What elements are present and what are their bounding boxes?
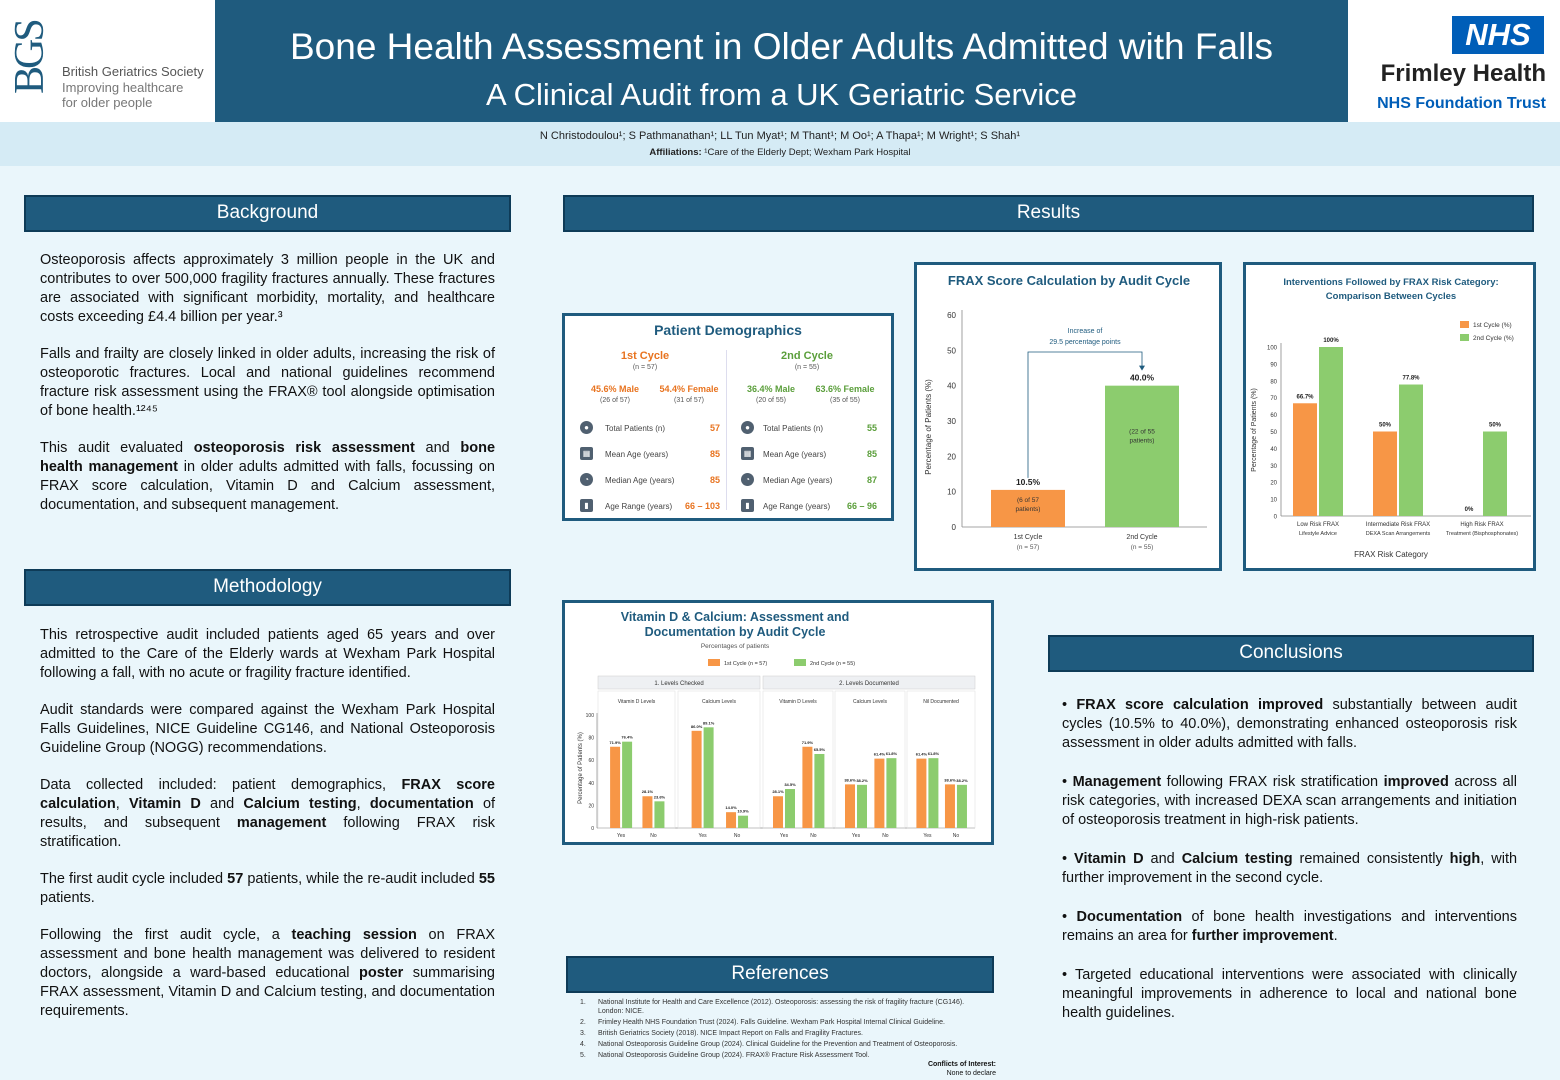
vitd-bar [957, 785, 967, 828]
interventions-bar [1399, 385, 1423, 516]
cycle1-male: 45.6% Male [590, 384, 640, 394]
vitd-legend-swatch [794, 659, 806, 666]
vitd-x-tick-label: No [810, 833, 817, 839]
frax-y-tick-label: 20 [947, 452, 956, 462]
vitd-bar [642, 796, 652, 828]
frax-y-tick-label: 10 [947, 487, 956, 497]
dem-row-value-c1: 66 – 103 [684, 501, 720, 511]
vitd-bar [928, 758, 938, 828]
vitd-bar [726, 812, 736, 828]
interventions-y-tick-label: 90 [1270, 362, 1277, 369]
interventions-bar [1293, 403, 1317, 516]
pie-chart-icon: ◔ [580, 473, 593, 486]
interventions-chart-title-2: Comparison Between Cycles [1325, 291, 1457, 302]
frax-y-axis-label: Percentage of Patients (%) [924, 379, 933, 475]
vitd-bar [622, 742, 632, 828]
vitd-chart-subtitle: Percentages of patients [700, 643, 770, 650]
vitd-y-tick-label: 40 [588, 780, 594, 787]
cycle1-n: (n = 57) [632, 364, 658, 371]
frax-y-tick-label: 50 [947, 346, 956, 356]
vitd-bar [802, 747, 812, 828]
vitd-bar-data-label: 61.8% [927, 751, 940, 757]
dem-row-label-c2: Mean Age (years) [763, 450, 827, 459]
vitd-panel-title: Nil Documented [923, 699, 959, 705]
cycle1-title: 1st Cycle [620, 350, 670, 362]
vitd-panel-title: Calcium Levels [853, 699, 887, 705]
vitd-x-tick-label: Yes [617, 833, 626, 839]
vitd-y-axis-label: Percentage of Patients (%) [578, 732, 584, 804]
frax-chart [917, 265, 1219, 568]
dem-row-label-c1: Age Range (years) [605, 502, 673, 511]
affiliations-text: ¹Care of the Elderly Dept; Wexham Park Hospital [704, 147, 911, 158]
vitd-x-tick-label: Yes [698, 833, 707, 839]
calendar-icon: ▦ [741, 447, 754, 460]
cycle2-male: 36.4% Male [746, 384, 796, 394]
vitd-bar-data-label: 86.0% [690, 723, 703, 729]
references-heading: References [566, 956, 994, 993]
frax-bar-inner-label: patients) [1129, 437, 1155, 445]
cycle1-female-sub: (31 of 57) [674, 397, 704, 404]
vitd-bar [773, 796, 783, 828]
bgs-logo-mark: BGS [7, 21, 53, 95]
nhs-trust-type: NHS Foundation Trust [1377, 95, 1546, 112]
frax-x-tick-sublabel: (n = 57) [1016, 544, 1040, 551]
conclusion-1: • FRAX score calculation improved substantially between audit cycles (10.5% to 40.0%), demonstrating enhanced osteoporosis risk assessment in older adults admitted with falls. [1062, 697, 1517, 751]
bar-chart-icon: ▮ [580, 499, 593, 512]
interventions-bar-data-label: 0% [1464, 507, 1474, 513]
interventions-bar-data-label: 50% [1488, 422, 1502, 429]
interventions-y-tick-label: 60 [1270, 413, 1277, 420]
interventions-bar-data-label: 77.8% [1402, 375, 1420, 382]
cycle2-n: (n = 55) [794, 364, 820, 371]
vitd-panel-title: Vitamin D Levels [617, 699, 656, 705]
vitd-y-tick-label: 60 [588, 758, 594, 765]
interventions-y-tick-label: 50 [1270, 430, 1277, 436]
bgs-tagline-1: Improving healthcare [62, 80, 184, 95]
vitd-y-tick-label: 20 [588, 803, 594, 810]
vitd-bar [945, 784, 955, 828]
frax-y-tick-label: 30 [947, 417, 956, 426]
interventions-y-tick-label: 40 [1270, 446, 1277, 453]
interventions-y-tick-label: 80 [1270, 379, 1277, 386]
interventions-y-tick-label: 100 [1266, 345, 1277, 352]
background-para-2: Falls and frailty are closely linked in older adults, increasing the risk of osteoporotic fractures. Local and national guidelines recommend fracture risk assessment using the FRAX® tool alongside optimisation of bone health.¹²⁴⁵ [40, 346, 495, 419]
interventions-legend-label: 2nd Cycle (%) [1473, 335, 1514, 342]
frax-x-tick-label: 2nd Cycle [1126, 534, 1158, 541]
vitd-bar [785, 789, 795, 828]
frax-bar-data-label: 10.5% [1015, 476, 1041, 487]
interventions-bar [1373, 432, 1397, 517]
dem-row-value-c2: 66 – 96 [846, 501, 877, 511]
dem-row-value-c2: 87 [866, 475, 877, 485]
frax-chart-card [914, 262, 1222, 571]
vitd-bar-data-label: 38.2% [956, 777, 968, 783]
vitd-bar-data-label: 34.5% [784, 782, 796, 788]
reference-item: 3. British Geriatrics Society (2018). NICE Impact Report on Falls and Fragility Fractures. [580, 1030, 863, 1037]
affiliations-label: Affiliations: [649, 147, 702, 158]
vitd-bar-data-label: 23.6% [653, 794, 666, 800]
interventions-x-tick-sublabel: Lifestyle Advice [1299, 531, 1337, 537]
methodology-body [40, 626, 495, 1039]
conclusion-2: • Management following FRAX risk stratification improved across all risk categories, with increased DEXA scan arrangements and initiation of osteoporosis treatment in high-risk patients. [1062, 774, 1518, 828]
interventions-y-tick-label: 10 [1270, 497, 1277, 504]
vitd-panel-title: Calcium Levels [702, 699, 736, 705]
author-list: N Christodoulou¹; S Pathmanathan¹; LL Tun Myat¹; M Thant¹; M Oo¹; A Thapa¹; M Wright¹; S Shah¹ [539, 130, 1021, 142]
authors-band [0, 122, 1560, 166]
affiliations [0, 147, 1560, 158]
interventions-chart [1246, 265, 1533, 568]
reference-item: 4. National Osteoporosis Guideline Group (2024). Clinical Guideline for the Prevention and Treatment of Osteoporosis. [580, 1041, 958, 1048]
vitd-panel-frame [678, 691, 760, 828]
people-icon: ● [741, 421, 754, 434]
vitd-bar-data-label: 61.8% [885, 751, 898, 757]
frax-y-tick-label: 60 [947, 311, 956, 320]
interventions-y-tick-label: 30 [1270, 463, 1277, 470]
conclusion-3: • Vitamin D and Calcium testing remained consistently high, with further improvement in the second cycle. [1062, 851, 1518, 886]
frax-bar [1105, 386, 1179, 527]
vitd-bar-data-label: 61.4% [915, 751, 928, 757]
frax-annotation: 29.5 percentage points [1049, 339, 1121, 346]
cycle2-female: 63.6% Female [815, 384, 875, 394]
methodology-para-2: Audit standards were compared against the Wexham Park Hospital Falls Guidelines, NICE Guideline CG146, and National Osteoporosis Guideline Group (NOGG) recommendations. [40, 702, 495, 756]
conflicts-of-interest [900, 1060, 996, 1078]
interventions-x-axis-label: FRAX Risk Category [1354, 550, 1428, 559]
cycle2-female-sub: (35 of 55) [830, 397, 860, 404]
frax-arrow-head [1139, 366, 1145, 371]
methodology-para-1: This retrospective audit included patients aged 65 years and over admitted to the Care of the Elderly wards at Wexham Park Hospital following a fall, with no acute or fragility fracture identified. [40, 627, 495, 681]
frax-annotation: Increase of [1067, 328, 1103, 335]
bgs-name: British Geriatrics Society [62, 64, 204, 79]
methodology-heading: Methodology [24, 569, 511, 606]
vitd-bar [874, 759, 884, 828]
vitd-legend-label: 2nd Cycle (n = 55) [810, 661, 856, 667]
nhs-badge: NHS [1452, 16, 1544, 54]
interventions-y-tick-label: 20 [1270, 480, 1277, 487]
dem-row-value-c1: 85 [709, 475, 720, 485]
vitd-bar-data-label: 71.9% [609, 739, 621, 745]
vitd-x-tick-label: Yes [779, 833, 789, 839]
cycle1-male-sub: (26 of 57) [600, 397, 630, 404]
interventions-x-tick-sublabel: Treatment (Bisphosphonates) [1445, 531, 1519, 537]
conclusions-body [1062, 696, 1517, 1043]
interventions-chart-title: Interventions Followed by FRAX Risk Category: [1283, 277, 1499, 288]
vitd-x-tick-label: Yes [923, 833, 932, 839]
vitd-bar-data-label: 76.4% [621, 734, 633, 740]
interventions-bar [1319, 347, 1343, 516]
cycle1-female: 54.4% Female [659, 384, 719, 394]
background-heading: Background [24, 195, 511, 232]
frax-y-tick-label: 0 [951, 523, 956, 532]
people-icon: ● [580, 421, 593, 434]
vitd-bar-data-label: 10.9% [737, 808, 749, 814]
vitd-group-header: 1. Levels Checked [654, 681, 704, 687]
interventions-x-tick-label: Intermediate Risk FRAX [1365, 522, 1431, 528]
dem-row-label-c1: Total Patients (n) [605, 424, 666, 433]
frax-bar-data-label: 40.0% [1129, 372, 1155, 383]
interventions-y-tick-label: 70 [1270, 396, 1277, 403]
vitd-x-tick-label: No [952, 833, 960, 839]
methodology-para-4: The first audit cycle included 57 patients, while the re-audit included 55 patients. [40, 871, 495, 906]
vitd-x-tick-label: Yes [851, 833, 861, 839]
interventions-bar [1483, 432, 1507, 517]
vitd-x-tick-label: No [650, 833, 657, 839]
vitd-bar-data-label: 89.1% [702, 720, 715, 726]
vitd-chart-card [562, 600, 994, 845]
vitd-x-tick-label: No [733, 833, 741, 839]
vitd-bar [654, 801, 664, 828]
vitd-group-header: 2. Levels Documented [839, 681, 899, 687]
conclusion-4: • Documentation of bone health investigations and interventions remains an area for further improvement. [1062, 909, 1517, 944]
poster-subtitle: A Clinical Audit from a UK Geriatric Service [486, 77, 1077, 112]
dem-row-value-c2: 85 [866, 449, 877, 459]
demographics-divider [726, 350, 727, 510]
interventions-bar-data-label: 66.7% [1296, 394, 1314, 401]
title-band [215, 0, 1348, 122]
bar-chart-icon: ▮ [741, 499, 754, 512]
conclusions-heading: Conclusions [1048, 635, 1534, 672]
frax-x-tick-label: 1st Cycle [1013, 534, 1043, 541]
interventions-x-tick-label: High Risk FRAX [1460, 522, 1504, 528]
methodology-para-3: Data collected included: patient demographics, FRAX score calculation, Vitamin D and Calcium testing, documentation of results, and subsequent management following FRAX risk stratification. [40, 777, 496, 850]
vitd-bar-data-label: 71.9% [801, 739, 814, 745]
frax-x-tick-sublabel: (n = 55) [1130, 544, 1154, 551]
dem-row-label-c2: Total Patients (n) [763, 424, 824, 433]
nhs-logo [1348, 0, 1560, 122]
dem-row-label-c1: Mean Age (years) [605, 450, 669, 459]
vitd-bar-data-label: 28.1% [641, 789, 654, 795]
references-list [566, 998, 976, 1062]
vitd-bar-data-label: 61.4% [873, 751, 886, 757]
vitd-bar-data-label: 65.5% [813, 746, 826, 752]
dem-row-label-c1: Median Age (years) [605, 476, 675, 485]
background-para-3: This audit evaluated osteoporosis risk assessment and bone health management in older adults admitted with falls, focussing on FRAX score calculation, Vitamin D and Calcium assessment, documentation, and subsequent management. [40, 440, 496, 513]
vitd-legend-label: 1st Cycle (n = 57) [724, 661, 768, 667]
background-para-1: Osteoporosis affects approximately 3 million people in the UK and contributes to over 500,000 fragility fractures annually. These fractures are associated with significant morbidity, mortality, and healthcare costs exceeding £4.4 billion per year.³ [40, 252, 495, 325]
coi-label: Conflicts of Interest: [927, 1061, 996, 1068]
interventions-legend-swatch [1460, 334, 1469, 341]
reference-item: 2. Frimley Health NHS Foundation Trust (2024). Falls Guideline. Wexham Park Hospital Internal Clinical Guideline. [580, 1019, 945, 1026]
dem-row-label-c2: Median Age (years) [763, 476, 833, 485]
interventions-bar-data-label: 100% [1323, 338, 1339, 344]
poster-title: Bone Health Assessment in Older Adults Admitted with Falls [289, 26, 1274, 67]
vitd-bar [738, 816, 748, 828]
bgs-tagline-2: for older people [62, 95, 153, 110]
frax-y-tick-label: 40 [947, 381, 956, 391]
vitd-bar-data-label: 28.1% [772, 789, 784, 795]
vitd-bar-data-label: 38.6% [944, 777, 956, 783]
vitd-bar-data-label: 38.2% [856, 777, 868, 783]
nhs-trust-name: Frimley Health [1380, 60, 1546, 87]
coi-text: None to declare [946, 1070, 996, 1077]
vitd-chart-title-2: Documentation by Audit Cycle [644, 625, 826, 639]
dem-row-value-c1: 85 [709, 449, 720, 459]
interventions-x-tick-sublabel: DEXA Scan Arrangements [1365, 531, 1431, 537]
conclusion-5: • Targeted educational interventions were associated with clinically meaningful improvements in adherence to local and national bone health guidelines. [1062, 967, 1517, 1021]
vitd-panel-title: Vitamin D Levels [779, 699, 817, 705]
vitd-bar [857, 785, 867, 828]
frax-bar-inner-label: (6 of 57 [1016, 496, 1040, 504]
interventions-y-axis-label: Percentage of Patients (%) [1251, 388, 1258, 472]
interventions-y-tick-label: 0 [1273, 514, 1277, 521]
bgs-logo [0, 0, 215, 122]
dem-row-label-c2: Age Range (years) [763, 502, 831, 511]
vitd-chart-title: Vitamin D & Calcium: Assessment and [620, 610, 850, 624]
vitd-bar-data-label: 14.0% [725, 805, 737, 811]
vitd-bar-data-label: 38.6% [844, 777, 856, 783]
pie-chart-icon: ◔ [741, 473, 754, 486]
vitd-bar [886, 758, 896, 828]
reference-item: 1. National Institute for Health and Care Excellence (2012). Osteoporosis: assessing the risk of fragility fracture (CG146). London: NICE. [580, 999, 965, 1015]
frax-bar-inner-label: (22 of 55 [1129, 428, 1155, 436]
interventions-legend-swatch [1460, 321, 1469, 328]
vitd-y-tick-label: 0 [591, 826, 594, 832]
demographics-title: Patient Demographics [654, 322, 802, 338]
vitd-y-tick-label: 100 [585, 713, 594, 719]
cycle2-title: 2nd Cycle [781, 350, 833, 362]
interventions-x-tick-label: Low Risk FRAX [1296, 522, 1340, 528]
vitd-x-tick-label: No [882, 833, 889, 839]
background-body [40, 251, 495, 533]
interventions-legend-label: 1st Cycle (%) [1473, 322, 1512, 329]
demographics-card [562, 313, 894, 521]
vitd-bar [610, 747, 620, 828]
reference-item: 5. National Osteoporosis Guideline Group (2024). FRAX® Fracture Risk Assessment Tool. [580, 1052, 870, 1059]
dem-row-value-c1: 57 [709, 423, 720, 433]
vitd-bar [814, 754, 824, 828]
vitd-calcium-chart [565, 603, 991, 842]
interventions-bar-data-label: 50% [1378, 422, 1392, 429]
methodology-para-5: Following the first audit cycle, a teaching session on FRAX assessment and bone health management was delivered to resident doctors, alongside a ward-based educational poster summarising FRAX assessment, Vitamin D and Calcium testing, and documentation requirements. [40, 927, 496, 1019]
vitd-bar [916, 759, 926, 828]
vitd-bar [692, 731, 702, 828]
results-heading: Results [563, 195, 1534, 232]
vitd-bar [845, 784, 855, 828]
frax-chart-title: FRAX Score Calculation by Audit Cycle [947, 273, 1191, 288]
vitd-legend-swatch [708, 659, 720, 666]
cycle2-male-sub: (20 of 55) [756, 397, 786, 404]
frax-bar-inner-label: patients) [1015, 505, 1041, 513]
calendar-icon: ▦ [580, 447, 593, 460]
vitd-bar [704, 727, 714, 828]
interventions-chart-card [1243, 262, 1536, 571]
vitd-y-tick-label: 80 [588, 735, 594, 742]
dem-row-value-c2: 55 [866, 423, 877, 433]
